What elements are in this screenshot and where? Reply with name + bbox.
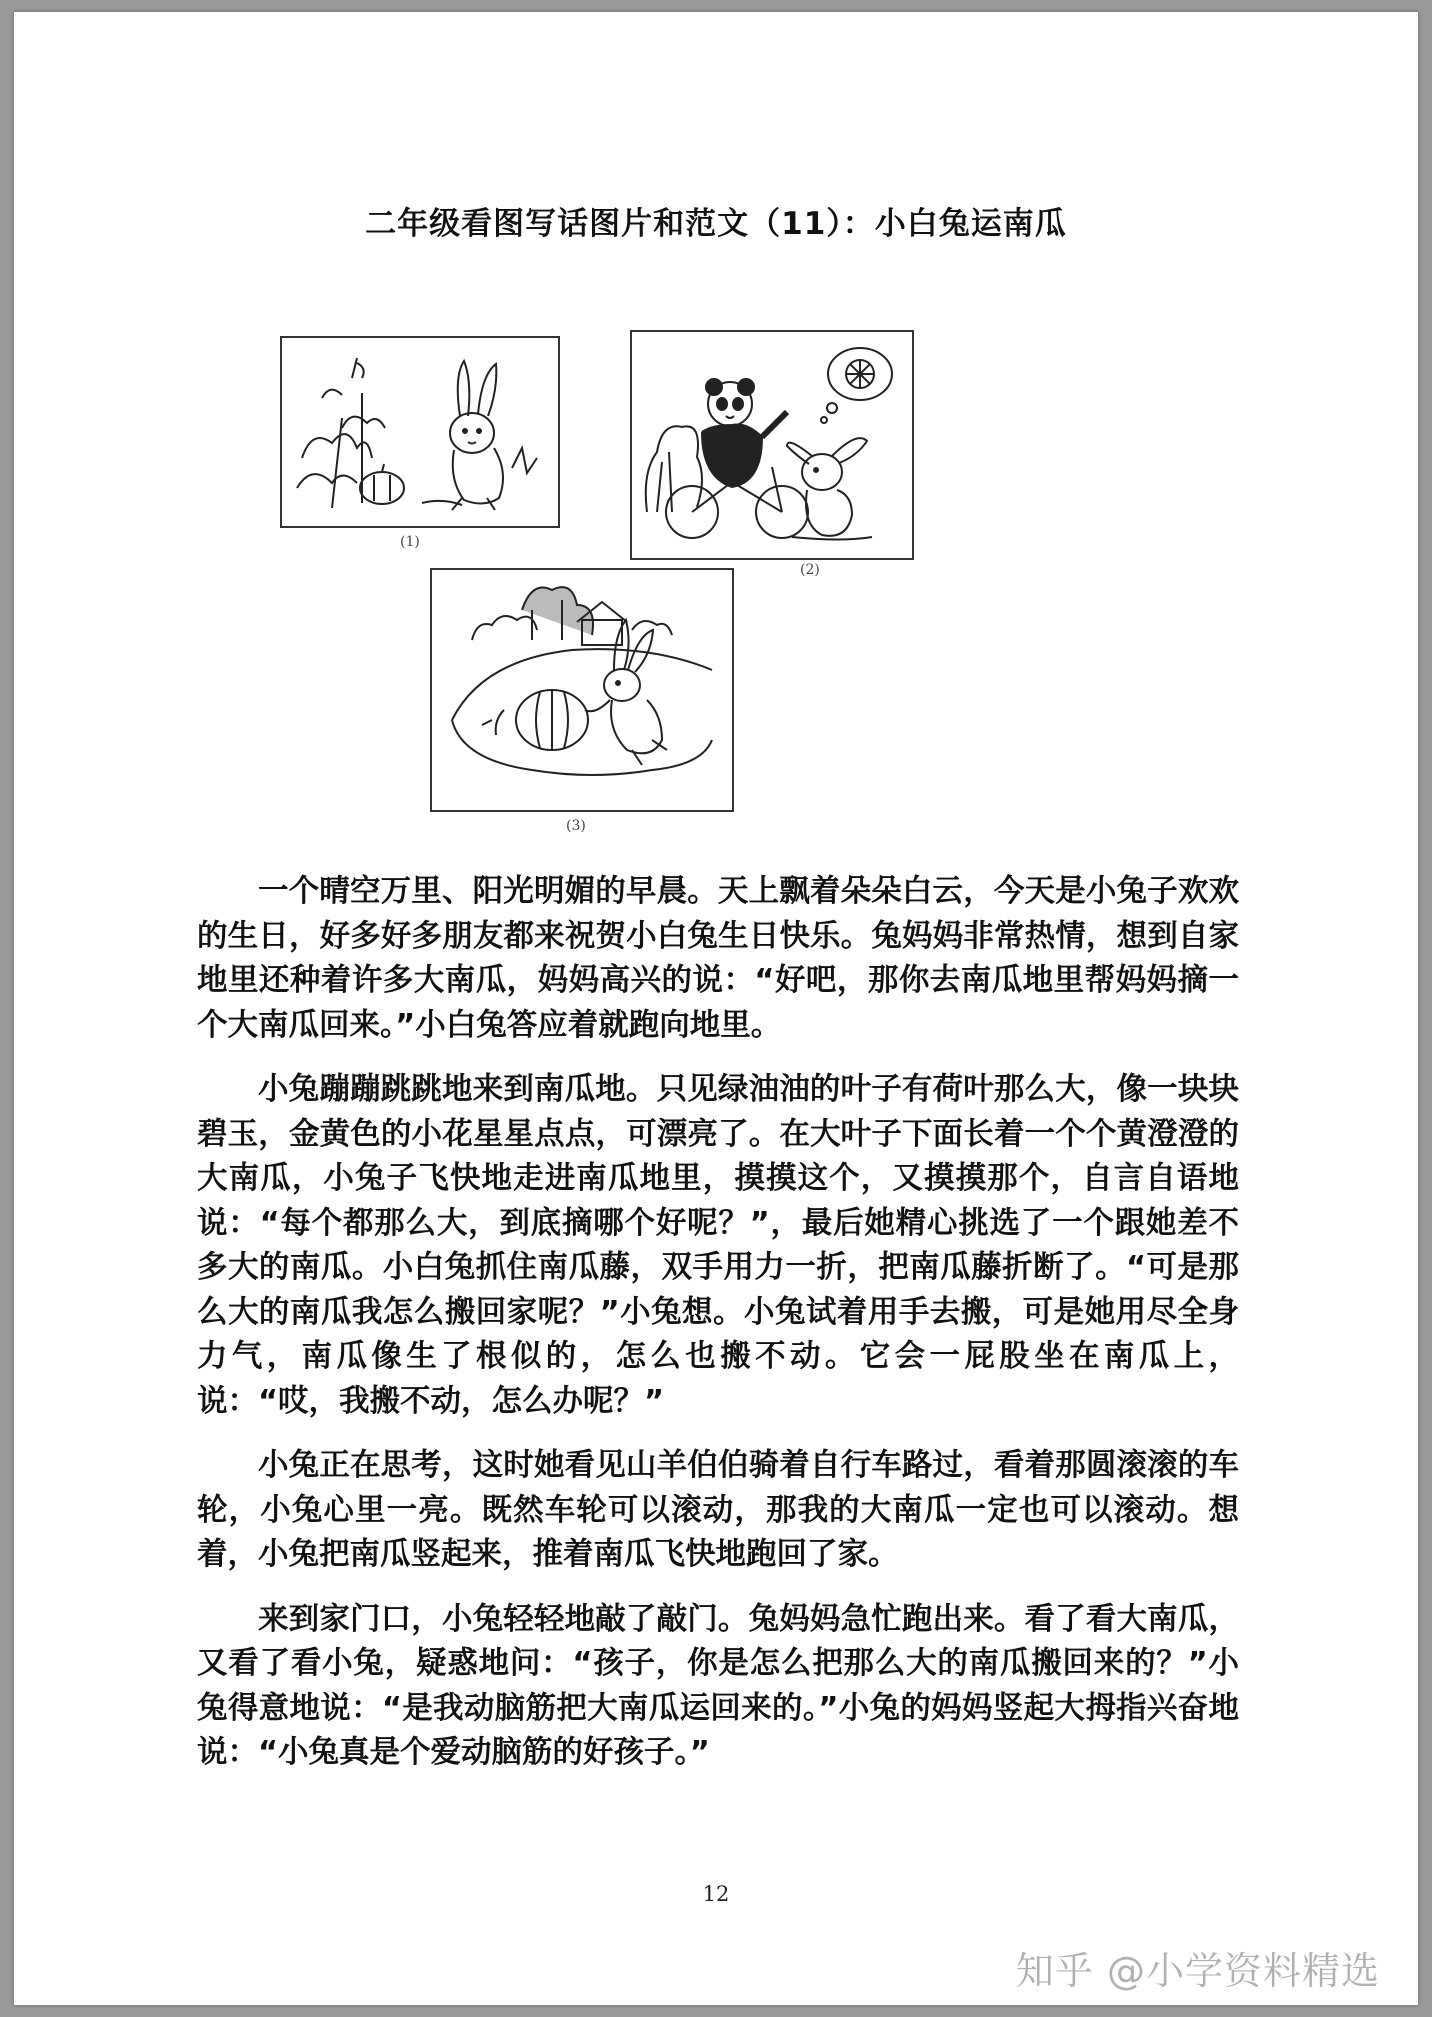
essay-paragraph-2: 小兔蹦蹦跳跳地来到南瓜地。只见绿油油的叶子有荷叶那么大，像一块块碧玉，金黄色的小花星星点点，可漂亮了。在大叶子下面长着一个个黄澄澄的大南瓜，小兔子飞快地走进南瓜地里，摸摸这个，又摸摸那个，自言自语地说：“每个都那么大，到底摘哪个好呢？”，最后她精心挑选了一个跟她差不多大的南瓜。小白兔抓住南瓜藤，双手用力一折，把南瓜藤折断了。“可是那么大的南瓜我怎么搬回家呢？”小兔想。小兔试着用手去搬，可是她用尽全身力气，南瓜像生了根似的，怎么也搬不动。它会一屁股坐在南瓜上，说：“哎，我搬不动，怎么办呢？” xyxy=(197,1072,1239,1419)
essay-body xyxy=(197,870,1239,1796)
figure-1-caption: (1) xyxy=(400,534,420,550)
figure-2-image xyxy=(630,330,914,560)
figure-2-caption: (2) xyxy=(800,562,820,578)
page-number: 12 xyxy=(702,1882,730,1906)
page-title: 二年级看图写话图片和范文（11）：小白兔运南瓜 xyxy=(365,206,1067,242)
figure-3-drawing xyxy=(432,570,732,810)
essay-paragraph-1: 一个晴空万里、阳光明媚的早晨。天上飘着朵朵白云，今天是小兔子欢欢的生日，好多好多朋友都来祝贺小白兔生日快乐。兔妈妈非常热情，想到自家地里还种着许多大南瓜，妈妈高兴的说：“好吧，那你去南瓜地里帮妈妈摘一个大南瓜回来。”小白兔答应着就跑向地里。 xyxy=(197,874,1239,1043)
figure-3-image xyxy=(430,568,734,812)
figure-1-image xyxy=(280,336,560,528)
essay-paragraph-4: 来到家门口，小兔轻轻地敲了敲门。兔妈妈急忙跑出来。看了看大南瓜，又看了看小兔，疑惑地问：“孩子，你是怎么把那么大的南瓜搬回来的？”小兔得意地说：“是我动脑筋把大南瓜运回来的。”小兔的妈妈竖起大拇指兴奋地说：“小兔真是个爱动脑筋的好孩子。” xyxy=(197,1601,1239,1770)
essay-paragraph-3: 小兔正在思考，这时她看见山羊伯伯骑着自行车路过，看着那圆滚滚的车轮，小兔心里一亮。既然车轮可以滚动，那我的大南瓜一定也可以滚动。想着，小兔把南瓜竖起来，推着南瓜飞快地跑回了家。 xyxy=(197,1448,1239,1572)
watermark: 知乎 @小学资料精选 xyxy=(1015,1949,1380,1993)
document-page xyxy=(14,12,1418,2005)
figure-1-drawing xyxy=(282,338,558,526)
figure-3-caption: (3) xyxy=(566,818,586,834)
figure-2-drawing xyxy=(632,332,912,558)
